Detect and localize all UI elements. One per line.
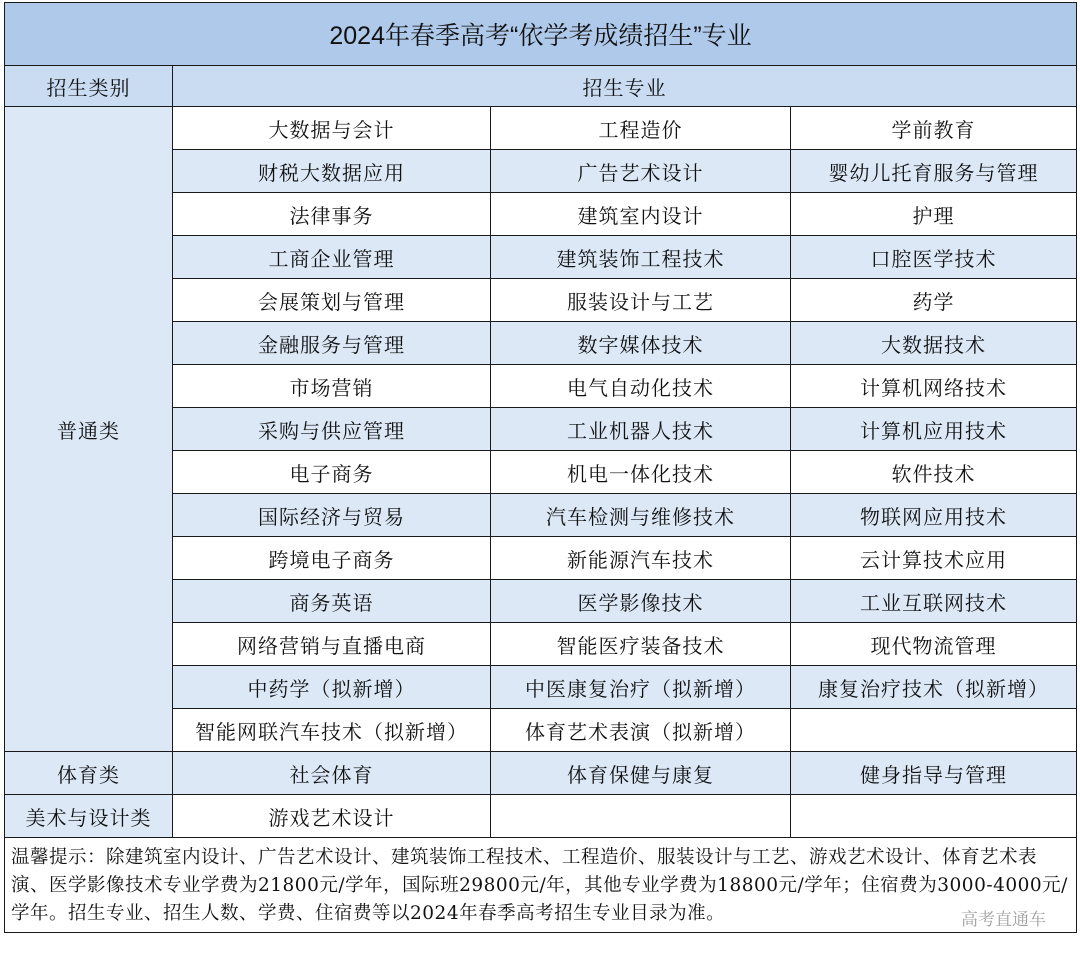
note-row [5, 838, 1077, 933]
title-row [5, 3, 1077, 66]
major-cell: 护理 [791, 193, 1077, 236]
admission-majors-sheet [4, 2, 1076, 950]
major-cell: 新能源汽车技术 [491, 537, 791, 580]
major-cell [491, 795, 791, 838]
major-cell: 体育保健与康复 [491, 752, 791, 795]
major-cell: 学前教育 [791, 107, 1077, 150]
category-sports: 体育类 [5, 752, 173, 795]
major-cell: 软件技术 [791, 451, 1077, 494]
table-row [5, 795, 1077, 838]
category-general: 普通类 [5, 107, 173, 752]
major-cell: 国际经济与贸易 [173, 494, 491, 537]
table-row [5, 752, 1077, 795]
major-cell: 会展策划与管理 [173, 279, 491, 322]
major-cell: 建筑室内设计 [491, 193, 791, 236]
page-title: 2024年春季高考“依学考成绩招生”专业 [5, 3, 1077, 66]
major-cell: 工业互联网技术 [791, 580, 1077, 623]
major-cell: 汽车检测与维修技术 [491, 494, 791, 537]
major-cell: 电气自动化技术 [491, 365, 791, 408]
major-cell: 大数据与会计 [173, 107, 491, 150]
header-majors: 招生专业 [173, 66, 1077, 107]
category-art: 美术与设计类 [5, 795, 173, 838]
major-cell: 医学影像技术 [491, 580, 791, 623]
major-cell: 机电一体化技术 [491, 451, 791, 494]
major-cell: 社会体育 [173, 752, 491, 795]
major-cell: 采购与供应管理 [173, 408, 491, 451]
major-cell: 计算机应用技术 [791, 408, 1077, 451]
major-cell: 智能网联汽车技术（拟新增） [173, 709, 491, 752]
major-cell: 数字媒体技术 [491, 322, 791, 365]
major-cell: 电子商务 [173, 451, 491, 494]
major-cell: 现代物流管理 [791, 623, 1077, 666]
major-cell: 中医康复治疗（拟新增） [491, 666, 791, 709]
major-cell: 中药学（拟新增） [173, 666, 491, 709]
header-row [5, 66, 1077, 107]
major-cell: 市场营销 [173, 365, 491, 408]
major-cell: 跨境电子商务 [173, 537, 491, 580]
major-cell: 建筑装饰工程技术 [491, 236, 791, 279]
major-cell [791, 795, 1077, 838]
major-cell: 网络营销与直播电商 [173, 623, 491, 666]
major-cell: 康复治疗技术（拟新增） [791, 666, 1077, 709]
header-category: 招生类别 [5, 66, 173, 107]
major-cell: 工程造价 [491, 107, 791, 150]
major-cell: 服装设计与工艺 [491, 279, 791, 322]
major-cell: 云计算技术应用 [791, 537, 1077, 580]
major-cell [791, 709, 1077, 752]
major-cell: 财税大数据应用 [173, 150, 491, 193]
major-cell: 健身指导与管理 [791, 752, 1077, 795]
table-row [5, 107, 1077, 150]
major-cell: 药学 [791, 279, 1077, 322]
major-cell: 游戏艺术设计 [173, 795, 491, 838]
watermark: 高考直通车 [961, 910, 1046, 930]
majors-table [4, 2, 1077, 933]
major-cell: 物联网应用技术 [791, 494, 1077, 537]
fee-note: 温馨提示：除建筑室内设计、广告艺术设计、建筑装饰工程技术、工程造价、服装设计与工艺、游戏艺术设计、体育艺术表演、医学影像技术专业学费为21800元/学年，国际班29800元/年，其他专业学费为18800元/学年；住宿费为3000-4000元/学年。招生专业、招生人数、学费、住宿费等以2024年春季高考招生专业目录为准。 [5, 838, 1077, 933]
major-cell: 工业机器人技术 [491, 408, 791, 451]
major-cell: 口腔医学技术 [791, 236, 1077, 279]
major-cell: 金融服务与管理 [173, 322, 491, 365]
major-cell: 计算机网络技术 [791, 365, 1077, 408]
major-cell: 大数据技术 [791, 322, 1077, 365]
major-cell: 体育艺术表演（拟新增） [491, 709, 791, 752]
major-cell: 法律事务 [173, 193, 491, 236]
major-cell: 智能医疗装备技术 [491, 623, 791, 666]
major-cell: 婴幼儿托育服务与管理 [791, 150, 1077, 193]
major-cell: 工商企业管理 [173, 236, 491, 279]
major-cell: 商务英语 [173, 580, 491, 623]
major-cell: 广告艺术设计 [491, 150, 791, 193]
